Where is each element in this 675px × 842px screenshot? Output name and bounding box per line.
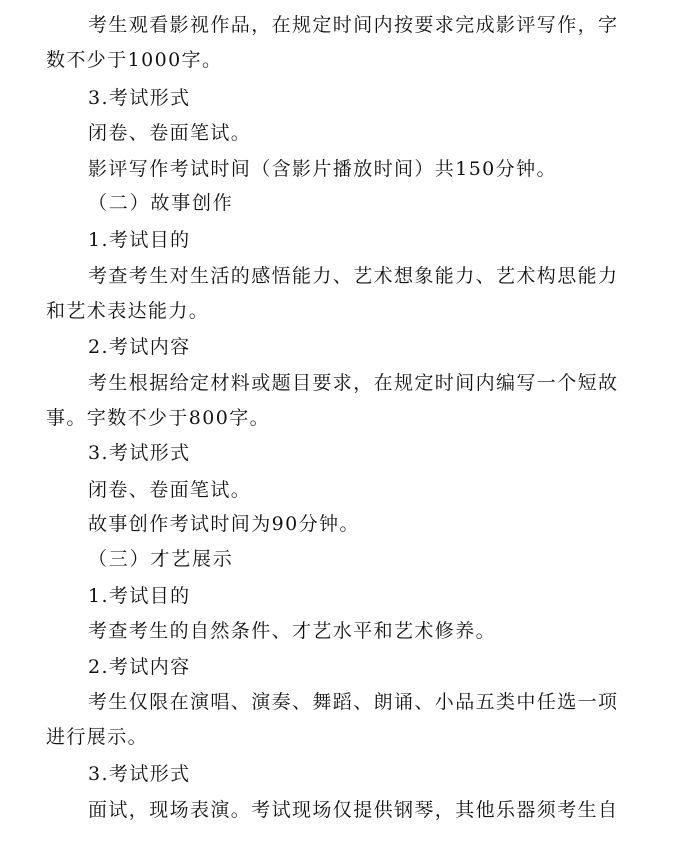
paragraph-line: 闭卷、卷面笔试。	[88, 122, 252, 144]
subheading-exam-format: 3.考试形式	[88, 763, 191, 785]
paragraph-line: 事。字数不少于800字。	[46, 407, 271, 429]
subheading-exam-purpose: 1.考试目的	[88, 229, 191, 251]
paragraph-line: 考生根据给定材料或题目要求，在规定时间内编写一个短故	[88, 372, 619, 394]
paragraph-line: 考生观看影视作品，在规定时间内按要求完成影评写作，字	[88, 14, 619, 36]
section-heading-story-writing: （二）故事创作	[88, 192, 234, 214]
subheading-exam-purpose: 1.考试目的	[88, 585, 191, 607]
paragraph-line: 数不少于1000字。	[46, 49, 223, 71]
paragraph-line: 考生仅限在演唱、演奏、舞蹈、朗诵、小品五类中任选一项	[88, 691, 619, 713]
paragraph-line: 影评写作考试时间（含影片播放时间）共150分钟。	[88, 158, 557, 180]
subheading-exam-content: 2.考试内容	[88, 336, 191, 358]
paragraph-line: 考查考生的自然条件、才艺水平和艺术修养。	[88, 620, 497, 642]
paragraph-line: 闭卷、卷面笔试。	[88, 479, 252, 501]
paragraph-line: 考查考生对生活的感悟能力、艺术想象能力、艺术构思能力	[88, 265, 619, 287]
paragraph-line: 和艺术表达能力。	[46, 300, 210, 322]
paragraph-line: 进行展示。	[46, 726, 149, 748]
subheading-exam-format: 3.考试形式	[88, 442, 191, 464]
section-heading-talent-show: （三）才艺展示	[88, 548, 234, 570]
subheading-exam-format: 3.考试形式	[88, 87, 191, 109]
subheading-exam-content: 2.考试内容	[88, 656, 191, 678]
paragraph-line: 故事创作考试时间为90分钟。	[88, 513, 360, 535]
paragraph-line: 面试，现场表演。考试现场仅提供钢琴，其他乐器须考生自	[88, 799, 619, 821]
